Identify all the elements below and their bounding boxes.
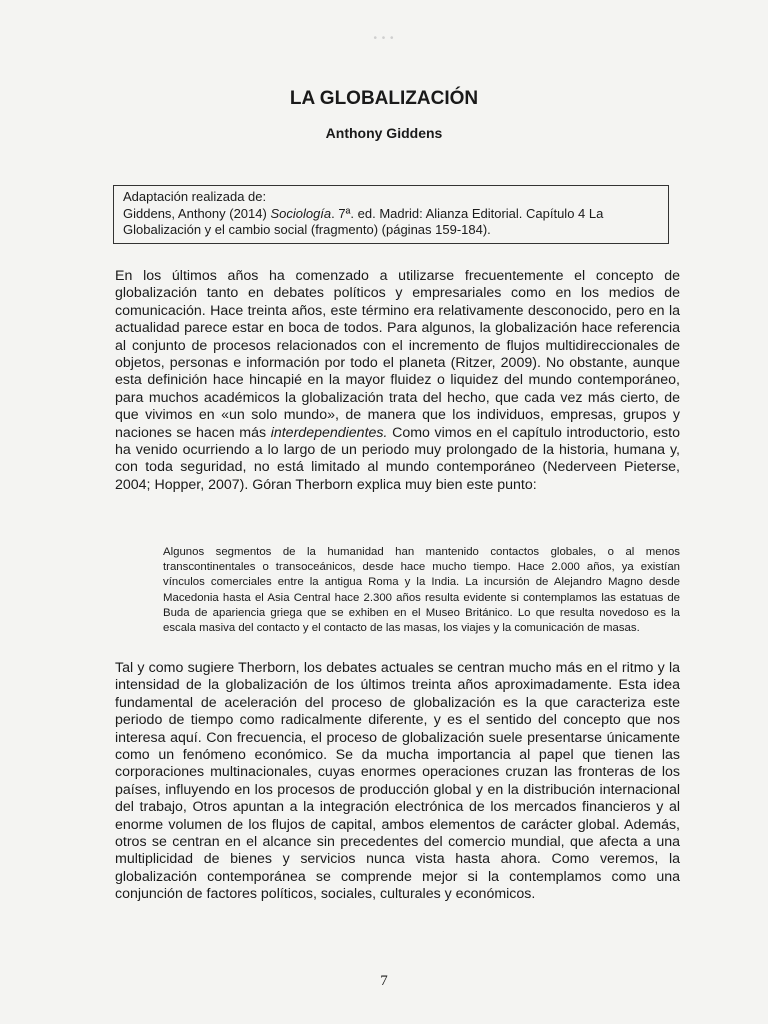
source-line-3: Globalización y el cambio social (fragmento) (páginas 159-184). <box>123 222 491 237</box>
source-book-title: Sociología <box>270 205 332 221</box>
page-number: 7 <box>380 973 388 989</box>
block-quote: Algunos segmentos de la humanidad han mantenido contactos globales, o al menos transcontinentales o transoceánicos, desde hace mucho tiempo. Hace 2.000 años, ya existían vínculos comerciales entre la antigua Roma y la India. La incursión de Alejandro Magno desde Macedonia hasta el Asia Central hace 2.300 años resulta evidente si contemplamos las estatuas de Buda de apariencia griega que se exhiben en el Museo Británico. Lo que resulta novedoso es la escala masiva del contacto y el contacto de las masas, los viajes y la comunicación de masas. <box>163 546 680 635</box>
source-citation-box <box>113 185 669 244</box>
source-line-2-post: . 7ª. ed. Madrid: Alianza Editorial. Capítulo 4 La <box>331 205 604 221</box>
paragraph-1-end: Como vimos en el capítulo introductorio, esto ha venido ocurriendo a lo largo de un periodo muy prolongado de la historia, humana y, con toda seguridad, no está limitado al mundo contemporáneo (Nederveen Pieterse, 2004; Hopper, 2007). Góran Therborn explica muy bien este punto: <box>115 424 680 493</box>
paragraph-2: Tal y como sugiere Therborn, los debates actuales se centran mucho más en el ritmo y la intensidad de la globalización de los últimos treinta años aproximadamente. Esta idea fundamental de aceleración del proceso de globalización es la que caracteriza este periodo de tiempo como radicalmente diferente, y es el sentido del concepto que nos interesa aquí. Con frecuencia, el proceso de globalización suele presentarse únicamente como un fenómeno económico. Se da mucha importancia al papel que tienen las corporaciones multinacionales, cuyas enormes operaciones cruzan las fronteras de los países, influyendo en los procesos de producción global y en la distribución internacional del trabajo, Otros apuntan a la integración electrónica de los mercados financieros y al enorme volumen de los flujos de capital, ambos elementos de carácter global. Además, otros se centran en el alcance sin precedentes del comercio mundial, que afecta a una multiplicidad de bienes y servicios nunca vista hasta ahora. Como veremos, la globalización contemporánea se comprende mejor si la contemplamos como una conjunción de factores políticos, sociales, culturales y económicos. <box>115 660 680 903</box>
paragraph-1-italic: interdependientes. <box>270 424 388 441</box>
top-dots: • • • <box>373 33 395 44</box>
paragraph-1-start: En los últimos años ha comenzado a utilizarse frecuentemente el concepto de globalización tanto en debates políticos y empresariales como en los medios de comunicación. Hace treinta años, este término era relativamente desconocido, pero en la actualidad parece estar en boca de todos. Para algunos, la globalización hace referencia al conjunto de procesos relacionados con el incremento de flujos multidireccionales de objetos, personas e información por todo el planeta (Ritzer, 2009). No obstante, aunque esta definición hace hincapié en la mayor fluidez o liquidez del mundo contemporáneo, para muchos académicos la globalización trata del hecho, que cada vez más cierto, de que vivimos en «un solo mundo», de manera que los individuos, empresas, grupos y naciones se hacen más <box>115 268 680 441</box>
document-title: LA GLOBALIZACIÓN <box>289 88 479 109</box>
source-line-1: Adaptación realizada de: <box>123 189 267 204</box>
paragraph-1 <box>115 268 680 494</box>
document-author: Anthony Giddens <box>325 125 443 141</box>
source-line-2 <box>123 206 662 223</box>
source-line-2-pre: Giddens, Anthony (2014) <box>123 205 271 221</box>
